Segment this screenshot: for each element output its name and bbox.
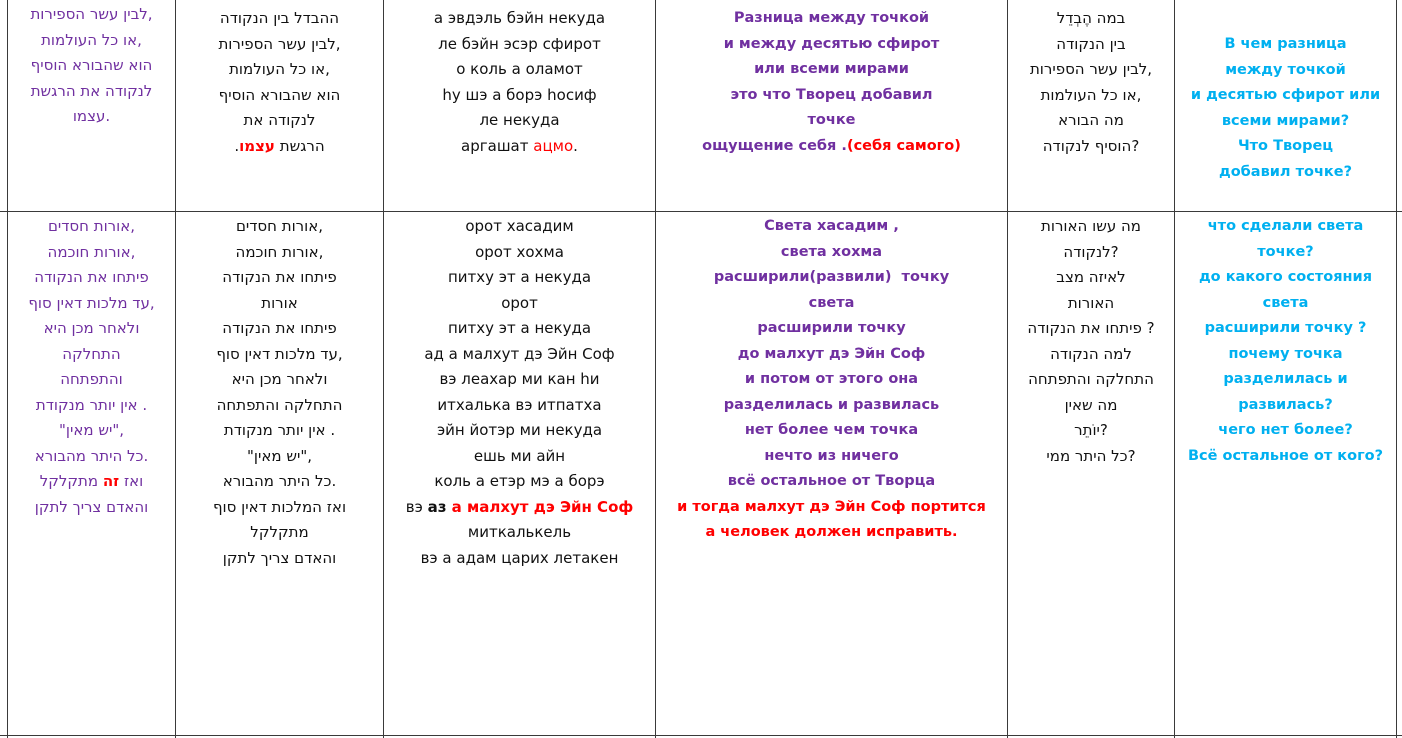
text-line: В чем разница bbox=[1224, 36, 1347, 52]
text-line: а эвдэль бэйн некуда bbox=[433, 9, 606, 27]
text-line: орот хохма bbox=[475, 242, 564, 261]
bold-word: аз bbox=[427, 497, 447, 516]
text-line: פיתחו את הנקודה bbox=[34, 268, 149, 286]
row1-hebrew-questions bbox=[1008, 6, 1174, 159]
text-line: точке? bbox=[1257, 243, 1314, 260]
text-line: "יש מאין", bbox=[59, 421, 124, 439]
text-line: миткалькель bbox=[467, 523, 572, 541]
highlight-red: (себя самого) bbox=[846, 137, 961, 154]
row1-hebrew-summary bbox=[8, 2, 175, 130]
row2-hebrew-summary bbox=[8, 214, 175, 520]
text-line: הוסיף לנקודה? bbox=[1042, 136, 1140, 155]
text-line: питху эт а некуда bbox=[447, 319, 592, 337]
text-line: ешь ми айн bbox=[473, 446, 566, 465]
text-fragment: ואז bbox=[119, 472, 144, 490]
text-line: или всеми мирами bbox=[754, 61, 909, 77]
text-line bbox=[8, 469, 175, 495]
row-divider bbox=[0, 735, 1402, 736]
text-line: לנקודה? bbox=[1063, 242, 1119, 261]
text-line: до малхут дэ Эйн Соф bbox=[737, 345, 926, 362]
text-line: и тогда малхут дэ Эйн Соф портится bbox=[677, 498, 986, 515]
text-line: כל היתר ממי? bbox=[1046, 446, 1136, 465]
row2-hebrew-text bbox=[176, 214, 383, 571]
text-line: почему точка bbox=[1228, 345, 1343, 362]
row1-hebrew-text bbox=[176, 6, 383, 159]
row2-transliteration bbox=[384, 214, 655, 571]
text-line: вэ а адам царих летакен bbox=[420, 548, 619, 567]
text-line: света bbox=[1262, 294, 1309, 311]
text-line: מתקלקל bbox=[250, 523, 309, 541]
highlight-red: ацмо bbox=[533, 136, 574, 155]
text-line: לאיזה מצב bbox=[1056, 268, 1126, 286]
text-line: והאדם צריך לתקן bbox=[34, 497, 149, 516]
row2-russian-translation bbox=[656, 214, 1007, 546]
text-line: עד מלכות דאין סוף, bbox=[28, 293, 155, 312]
text-fragment: . bbox=[573, 136, 578, 155]
text-line: точке bbox=[807, 112, 856, 128]
text-line bbox=[384, 495, 655, 521]
text-line: מה עשו האורות bbox=[1041, 217, 1141, 235]
text-line: орот хасадим bbox=[465, 217, 574, 235]
text-line: פיתחו את הנקודה ? bbox=[1027, 319, 1155, 337]
highlight-red: זה bbox=[102, 472, 120, 490]
text-line: это что Творец добавил bbox=[730, 86, 933, 103]
text-line: לבין עשר הספירות, bbox=[1029, 60, 1153, 78]
text-line: אורות חסדים, bbox=[47, 217, 136, 235]
text-line: расширили точку ? bbox=[1204, 320, 1367, 336]
text-line: "יש מאין", bbox=[247, 446, 312, 465]
text-line: эйн йотэр ми некуда bbox=[436, 421, 603, 439]
text-line: развилась? bbox=[1238, 396, 1333, 413]
text-line: כל היתר מהבורא. bbox=[34, 446, 149, 465]
text-line: במה הֶבְדֵל bbox=[1056, 9, 1126, 27]
highlight-red: а малхут дэ Эйн Соф bbox=[446, 497, 634, 516]
text-line bbox=[176, 134, 383, 160]
text-line: Света хасадим , bbox=[764, 218, 899, 234]
text-line: או כל העולמות, bbox=[229, 60, 330, 78]
text-line: אורות חוכמה, bbox=[235, 242, 324, 261]
text-line: орот bbox=[501, 293, 538, 312]
text-line: и десятью сфирот или bbox=[1190, 87, 1381, 103]
text-line: питху эт а некуда bbox=[447, 268, 592, 286]
text-line: לבין עשר הספירות, bbox=[218, 34, 341, 53]
text-line: והתפתחה bbox=[60, 370, 123, 388]
text-line: итхалька вэ итпатха bbox=[437, 395, 602, 414]
text-line: והאדם צריך לתקן bbox=[222, 548, 337, 567]
text-line: нечто из ничего bbox=[764, 447, 899, 464]
text-line: Разница между точкой bbox=[733, 10, 930, 26]
text-line: אורות bbox=[261, 293, 298, 312]
row1-russian-questions bbox=[1175, 32, 1396, 185]
text-line: האורות bbox=[1067, 293, 1115, 312]
text-line: ההבדל בין הנקודה bbox=[219, 9, 340, 27]
text-line: התחלקה bbox=[62, 344, 121, 363]
text-line: Что Творец bbox=[1237, 138, 1334, 154]
text-line: ле некуда bbox=[479, 111, 560, 129]
text-line: всё остальное от Творца bbox=[727, 473, 936, 489]
text-line: разделилась и развилась bbox=[723, 396, 940, 413]
text-line: Всё остальное от кого? bbox=[1187, 447, 1384, 464]
text-line: и потом от этого она bbox=[744, 371, 919, 387]
text-line: הוא שהבורא הוסיף bbox=[30, 56, 153, 74]
text-line: פיתחו את הנקודה bbox=[222, 319, 337, 337]
text-line: добавил точке? bbox=[1219, 163, 1352, 180]
text-line bbox=[384, 134, 655, 160]
text-line: всеми мирами? bbox=[1221, 112, 1350, 129]
text-line: между точкой bbox=[1225, 61, 1346, 78]
text-line: אין יותר מנקודת . bbox=[223, 421, 336, 439]
text-line: למה הנקודה bbox=[1050, 344, 1132, 363]
text-line: מה הבורא bbox=[1058, 111, 1124, 129]
text-line: התחלקה והתפתחה bbox=[1028, 370, 1154, 388]
text-line: בין הנקודה bbox=[1056, 34, 1126, 53]
text-fragment: . bbox=[234, 136, 240, 155]
text-line: что сделали света bbox=[1207, 218, 1364, 234]
text-line: о коль а оламот bbox=[456, 60, 583, 78]
text-line: כל היתר מהבורא. bbox=[222, 472, 337, 490]
text-line: אורות חסדים, bbox=[235, 217, 324, 235]
text-line: коль а етэр мэ а борэ bbox=[434, 472, 605, 490]
text-line: вэ леахар ми кан hи bbox=[439, 370, 600, 388]
row1-transliteration bbox=[384, 6, 655, 159]
text-fragment: ощущение себя . bbox=[702, 137, 847, 154]
text-line: עצמו. bbox=[72, 107, 111, 125]
row2-hebrew-questions bbox=[1008, 214, 1174, 469]
text-fragment: מתקלקל bbox=[39, 472, 103, 490]
row-divider bbox=[0, 211, 1402, 212]
text-line: אורות חוכמה, bbox=[47, 242, 136, 261]
text-line: מה שאין bbox=[1064, 395, 1118, 414]
text-line: до какого состояния bbox=[1198, 269, 1373, 285]
text-line: расширили точку bbox=[757, 320, 906, 336]
text-line bbox=[656, 134, 1007, 160]
text-line: עד מלכות דאין סוף, bbox=[216, 344, 343, 363]
text-line: או כל העולמות, bbox=[41, 30, 142, 49]
text-fragment: הרגשת bbox=[274, 136, 325, 155]
text-line: разделилась и bbox=[1223, 371, 1348, 387]
row1-russian-translation bbox=[656, 6, 1007, 159]
text-line: לנקודה את bbox=[243, 111, 316, 129]
text-line: света хохма bbox=[780, 243, 883, 260]
text-line: расширили(развили) точку bbox=[713, 269, 950, 285]
text-line: ולאחר מכן היא bbox=[231, 370, 328, 388]
text-line: ад а малхут дэ Эйн Соф bbox=[424, 344, 615, 363]
text-line: нет более чем точка bbox=[744, 422, 919, 438]
text-line: ולאחר מכן היא bbox=[43, 319, 140, 337]
text-fragment: аргашат bbox=[461, 136, 534, 155]
text-line: אין יותר מנקודת . bbox=[35, 395, 148, 414]
text-line: света bbox=[808, 294, 855, 311]
text-line: לבין עשר הספירות, bbox=[30, 5, 153, 23]
text-line: и между десятью сфирот bbox=[723, 35, 940, 52]
text-line: ואז המלכות דאין סוף bbox=[212, 497, 347, 516]
text-line: hу шэ а борэ hосиф bbox=[442, 85, 597, 104]
text-line: а человек должен исправить. bbox=[705, 524, 958, 540]
highlight-red: עצמו bbox=[239, 136, 275, 155]
text-line: הוא שהבורא הוסיף bbox=[218, 85, 341, 104]
text-line: ле бэйн эсэр сфирот bbox=[438, 34, 601, 53]
text-line: לנקודה את הרגשת bbox=[30, 81, 153, 100]
row2-russian-questions bbox=[1175, 214, 1396, 469]
text-line: יוֹתֵר? bbox=[1074, 421, 1108, 439]
text-line: פיתחו את הנקודה bbox=[222, 268, 337, 286]
text-line: чего нет более? bbox=[1218, 422, 1353, 438]
text-line: או כל העולמות, bbox=[1040, 85, 1142, 104]
text-line: התחלקה והתפתחה bbox=[216, 395, 343, 414]
text-fragment: вэ bbox=[405, 497, 428, 516]
column-divider bbox=[1396, 0, 1397, 738]
